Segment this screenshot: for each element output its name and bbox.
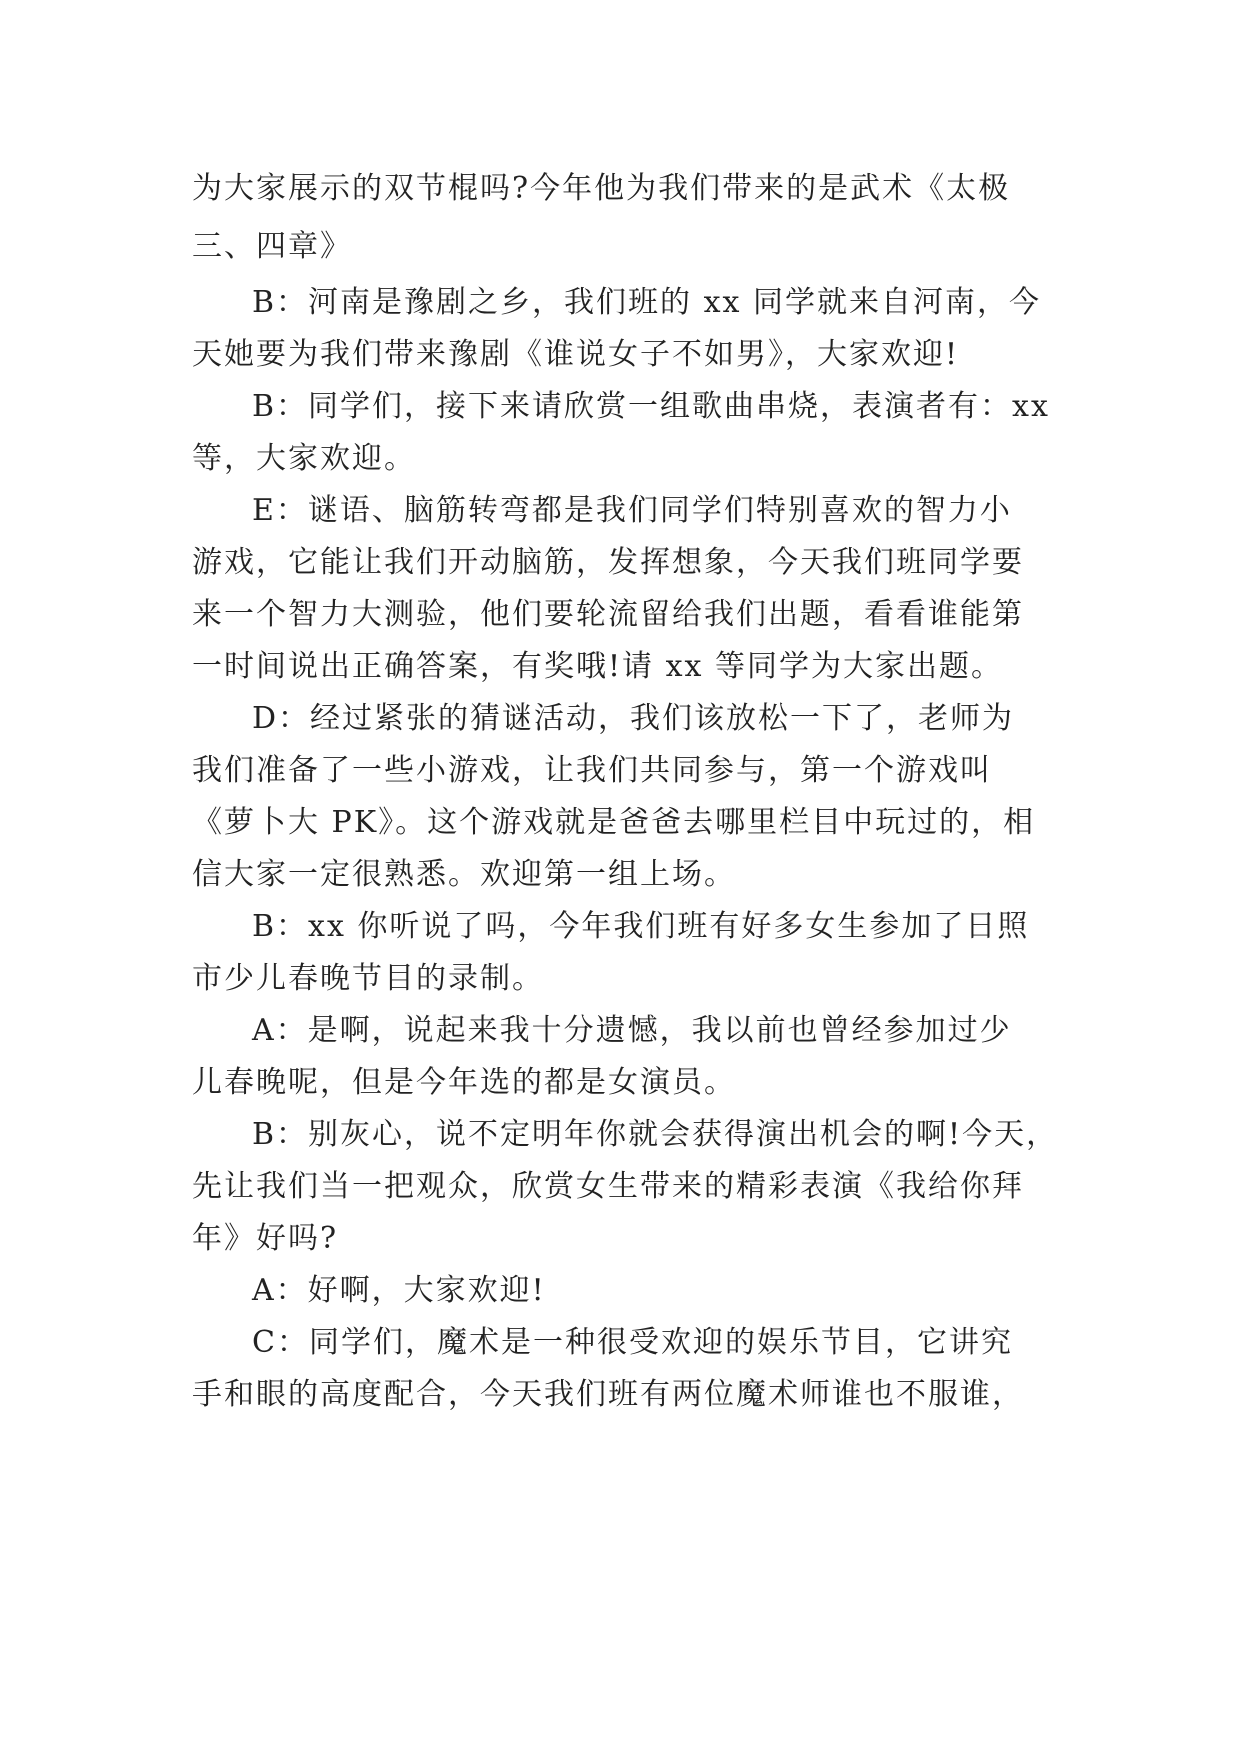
text-line: 儿春晚呢，但是今年选的都是女演员。 <box>192 1065 736 1100</box>
paragraph-start-line: B：河南是豫剧之乡，我们班的 xx 同学就来自河南，今 <box>252 285 1041 320</box>
paragraph-start-line: A：好啊，大家欢迎! <box>252 1273 546 1308</box>
text-line: 先让我们当一把观众，欣赏女生带来的精彩表演《我给你拜 <box>192 1169 1024 1204</box>
paragraph-start-line: E：谜语、脑筋转弯都是我们同学们特别喜欢的智力小 <box>252 493 1012 528</box>
paragraph-start-line: C：同学们，魔术是一种很受欢迎的娱乐节目，它讲究 <box>252 1325 1013 1360</box>
paragraph-start-line: B：同学们，接下来请欣赏一组歌曲串烧，表演者有：xx <box>252 389 1050 424</box>
text-line: 来一个智力大测验，他们要轮流留给我们出题，看看谁能第 <box>192 597 1024 632</box>
text-line: 等，大家欢迎。 <box>192 441 416 476</box>
paragraph-start-line: B：别灰心，说不定明年你就会获得演出机会的啊!今天， <box>252 1117 1059 1152</box>
text-line: 年》好吗? <box>192 1221 339 1256</box>
text-line: 游戏，它能让我们开动脑筋，发挥想象，今天我们班同学要 <box>192 545 1024 580</box>
text-line: 我们准备了一些小游戏，让我们共同参与，第一个游戏叫 <box>192 753 992 788</box>
text-line: 一时间说出正确答案，有奖哦!请 xx 等同学为大家出题。 <box>192 649 1003 684</box>
text-line: 市少儿春晚节目的录制。 <box>192 961 544 996</box>
paragraph-start-line: B：xx 你听说了吗，今年我们班有好多女生参加了日照 <box>252 909 1030 944</box>
text-line: 手和眼的高度配合，今天我们班有两位魔术师谁也不服谁， <box>192 1377 1024 1412</box>
paragraph-start-line: A：是啊，说起来我十分遗憾，我以前也曾经参加过少 <box>252 1013 1012 1048</box>
text-line: 三、四章》 <box>192 229 352 264</box>
text-line: 天她要为我们带来豫剧《谁说女子不如男》，大家欢迎! <box>192 337 960 372</box>
text-line: 为大家展示的双节棍吗?今年他为我们带来的是武术《太极 <box>192 171 1011 206</box>
text-line: 信大家一定很熟悉。欢迎第一组上场。 <box>192 857 736 892</box>
text-line: 《萝卜大 PK》。这个游戏就是爸爸去哪里栏目中玩过的，相 <box>192 805 1036 840</box>
paragraph-start-line: D：经过紧张的猜谜活动，我们该放松一下了，老师为 <box>252 701 1015 736</box>
